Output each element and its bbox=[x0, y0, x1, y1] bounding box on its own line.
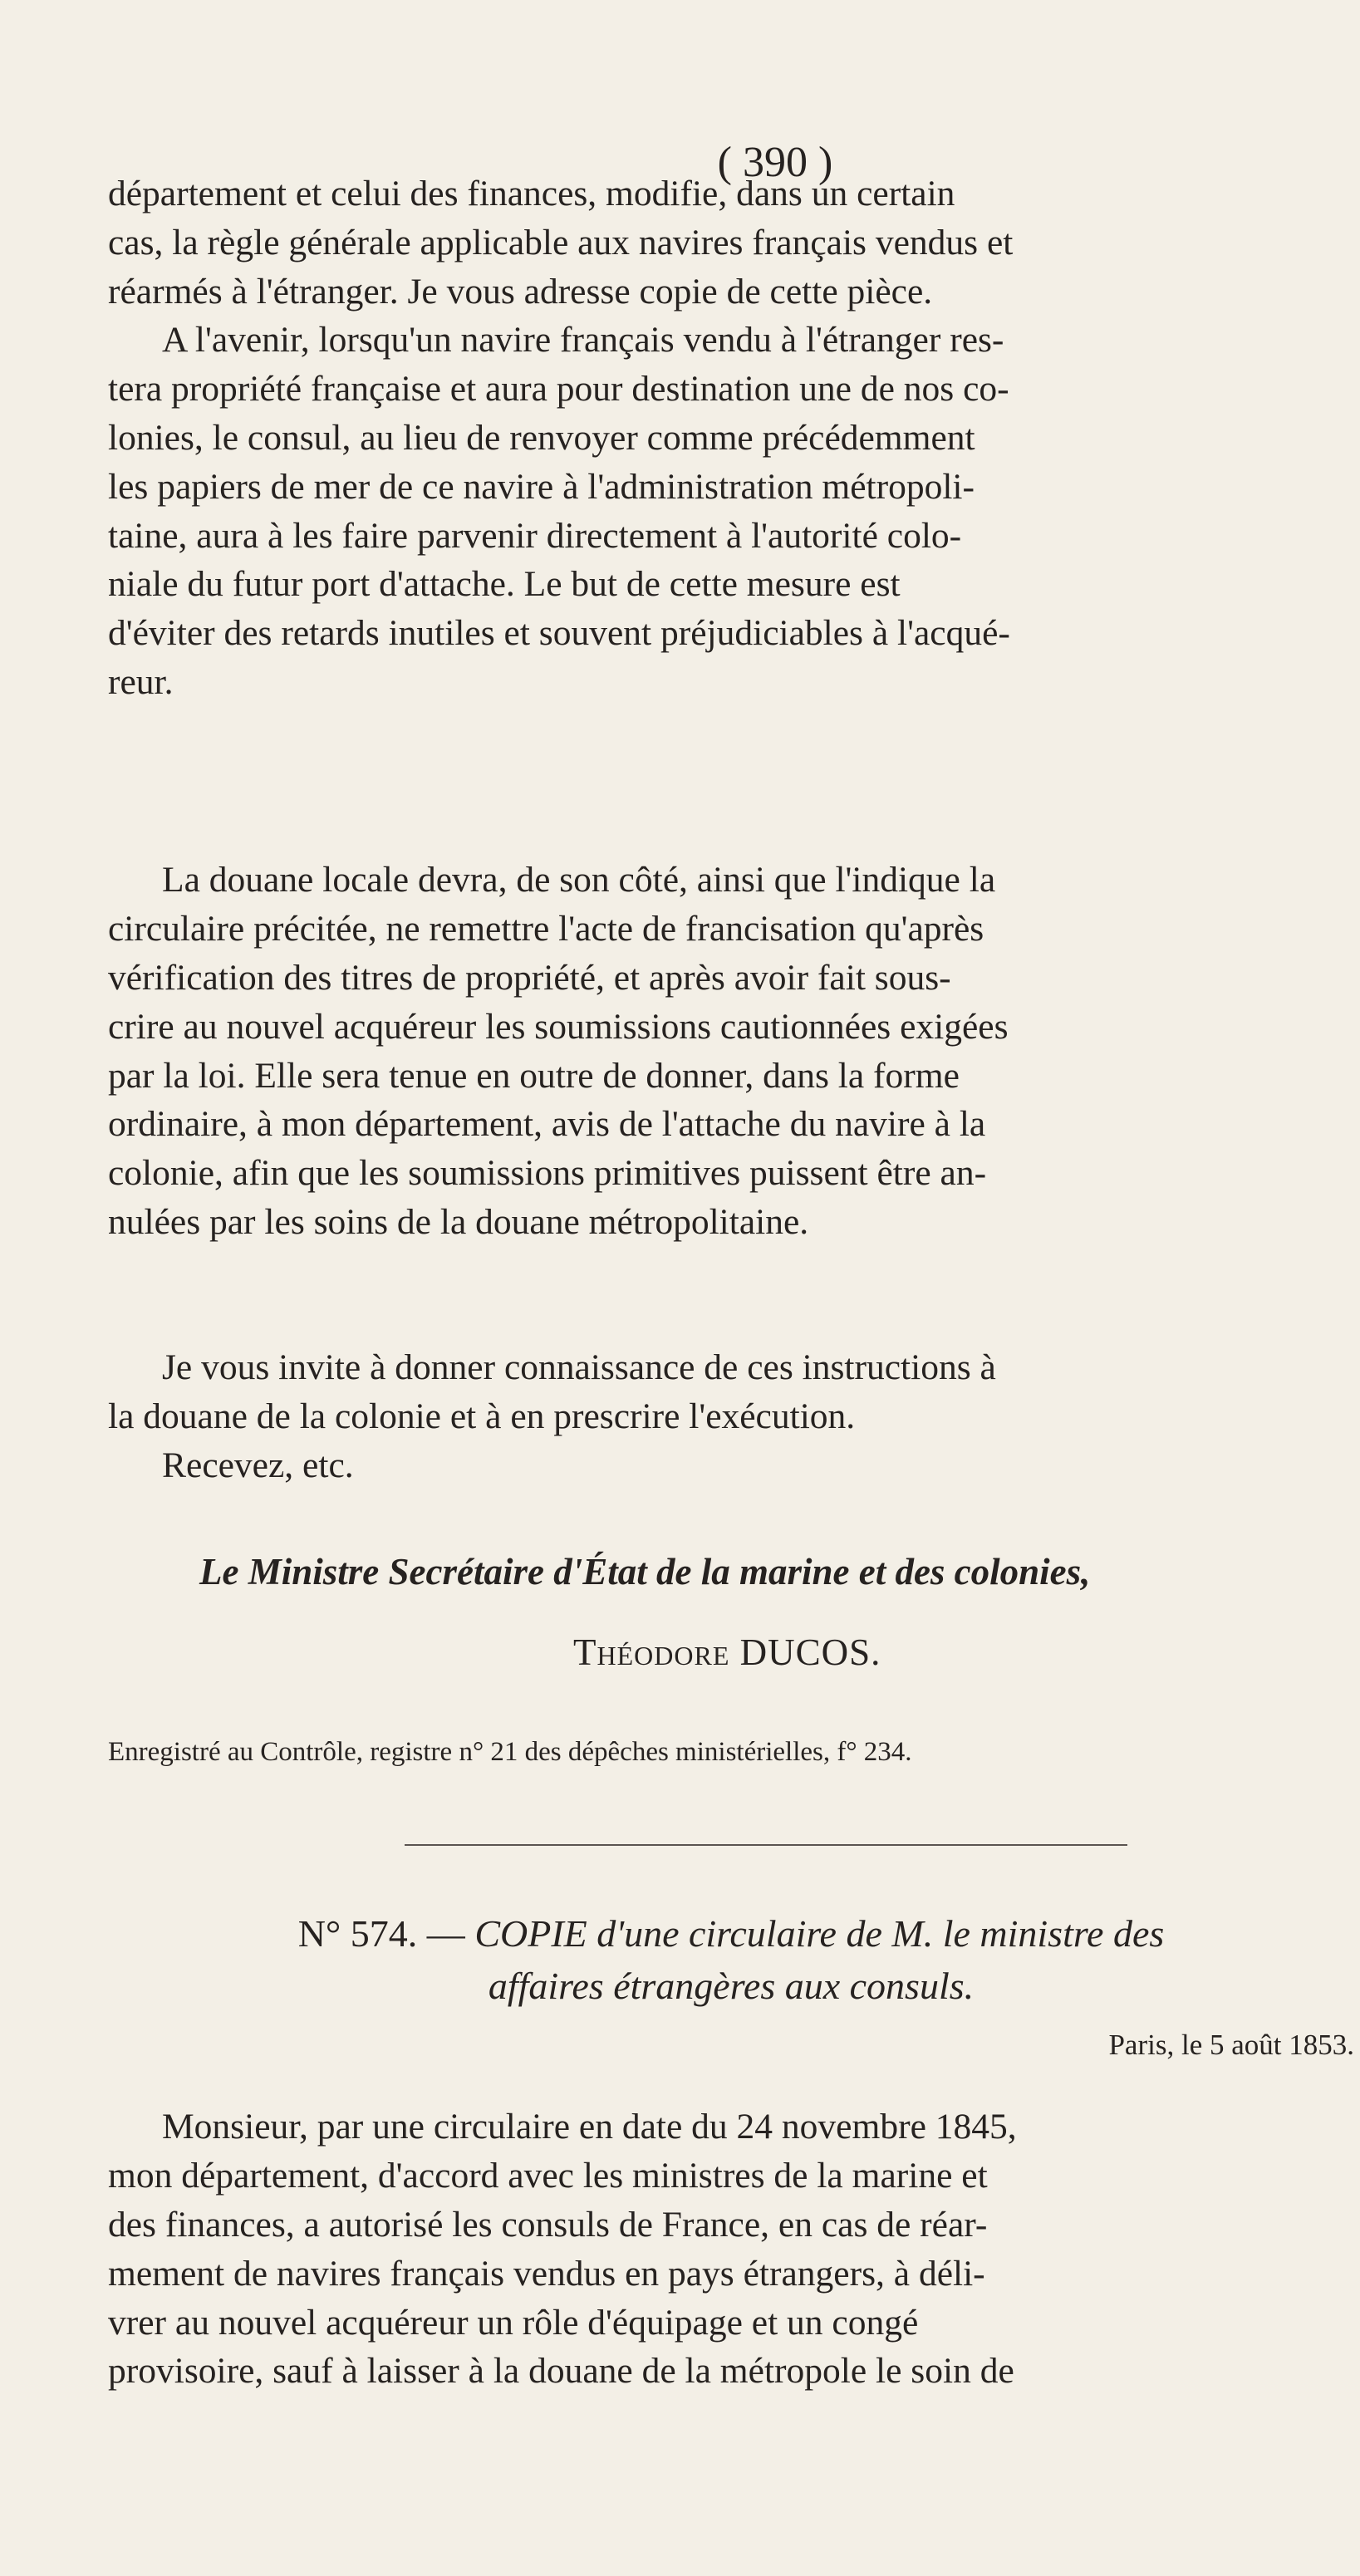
text-line: lonies, le consul, au lieu de renvoyer comme précédemment bbox=[108, 417, 975, 458]
text-line: taine, aura à les faire parvenir directement à l'autorité colo- bbox=[108, 515, 962, 556]
paragraph-local-customs bbox=[108, 856, 1354, 1247]
text-line: département et celui des finances, modifie, dans un certain bbox=[108, 174, 955, 213]
text-line: vérification des titres de propriété, et après avoir fait sous- bbox=[108, 957, 951, 998]
circular-title-line-2: affaires étrangères aux consuls. bbox=[488, 1965, 975, 2007]
circular-heading bbox=[108, 1907, 1354, 2012]
text-line: ordinaire, à mon département, avis de l'attache du navire à la bbox=[108, 1104, 986, 1145]
text-line: reur. bbox=[108, 662, 174, 703]
closing-formula bbox=[108, 1441, 1354, 1490]
circular-heading-line-1 bbox=[108, 1907, 1354, 1960]
text-line: la douane de la colonie et à en prescrire l'exécution. bbox=[108, 1396, 856, 1436]
closing-text: Recevez, etc. bbox=[162, 1445, 354, 1485]
text-line: Monsieur, par une circulaire en date du 24 novembre 1845, bbox=[162, 2107, 1017, 2147]
paragraph-circular-body bbox=[108, 2103, 1354, 2396]
text-line: les papiers de mer de ce navire à l'administration métropoli- bbox=[108, 466, 975, 507]
page-number: ( 390 ) bbox=[717, 139, 833, 186]
text-line: niale du futur port d'attache. Le but de cette mesure est bbox=[108, 564, 901, 605]
paragraph-instructions bbox=[108, 1343, 1354, 1441]
text-line: des finances, a autorisé les consuls de France, en cas de réar- bbox=[108, 2204, 988, 2245]
paragraph-continuation bbox=[108, 169, 1354, 316]
text-line: A l'avenir, lorsqu'un navire français vendu à l'étranger res- bbox=[162, 320, 1004, 360]
text-line: par la loi. Elle sera tenue en outre de donner, dans la forme bbox=[108, 1055, 960, 1096]
signature-title: Le Ministre Secrétaire d'État de la marine et des colonies, bbox=[199, 1551, 1091, 1592]
text-line: d'éviter des retards inutiles et souvent préjudiciables à l'acqué- bbox=[108, 613, 1010, 654]
text-line: Je vous invite à donner connaissance de ces instructions à bbox=[162, 1347, 996, 1387]
text-line: colonie, afin que les soumissions primitives puissent être an- bbox=[108, 1153, 987, 1194]
signature-first-name: Théodore bbox=[573, 1631, 730, 1673]
text-line: crire au nouvel acquéreur les soumissions cautionnées exigées bbox=[108, 1006, 1009, 1047]
text-line: La douane locale devra, de son côté, ainsi que l'indique la bbox=[162, 860, 996, 900]
text-line: provisoire, sauf à laisser à la douane de la métropole le soin de bbox=[108, 2351, 1014, 2392]
section-divider bbox=[405, 1844, 1127, 1846]
text-line: vrer au nouvel acquéreur un rôle d'équipage et un congé bbox=[108, 2302, 919, 2343]
text-line: mement de navires français vendus en pays étrangers, à déli- bbox=[108, 2253, 985, 2294]
text-line: mon département, d'accord avec les ministres de la marine et bbox=[108, 2155, 988, 2196]
circular-number: N° 574. — bbox=[297, 1912, 475, 1955]
text-line: tera propriété française et aura pour destination une de nos co- bbox=[108, 368, 1009, 409]
paragraph-papers-of-ship bbox=[108, 316, 1354, 707]
text-line: réarmés à l'étranger. Je vous adresse copie de cette pièce. bbox=[108, 271, 933, 312]
text-line: circulaire précitée, ne remettre l'acte de francisation qu'après bbox=[108, 908, 984, 949]
signature-last-name: DUCOS. bbox=[739, 1631, 881, 1673]
dateline: Paris, le 5 août 1853. bbox=[1108, 2029, 1354, 2061]
circular-title-line-1: COPIE d'une circulaire de M. le ministre des bbox=[474, 1912, 1165, 1955]
text-line: nulées par les soins de la douane métropolitaine. bbox=[108, 1202, 809, 1243]
registration-note: Enregistré au Contrôle, registre n° 21 des dépêches ministérielles, f° 234. bbox=[108, 1737, 912, 1767]
signature-name bbox=[573, 1627, 881, 1677]
text-line: cas, la règle générale applicable aux navires français vendus et bbox=[108, 222, 1014, 263]
